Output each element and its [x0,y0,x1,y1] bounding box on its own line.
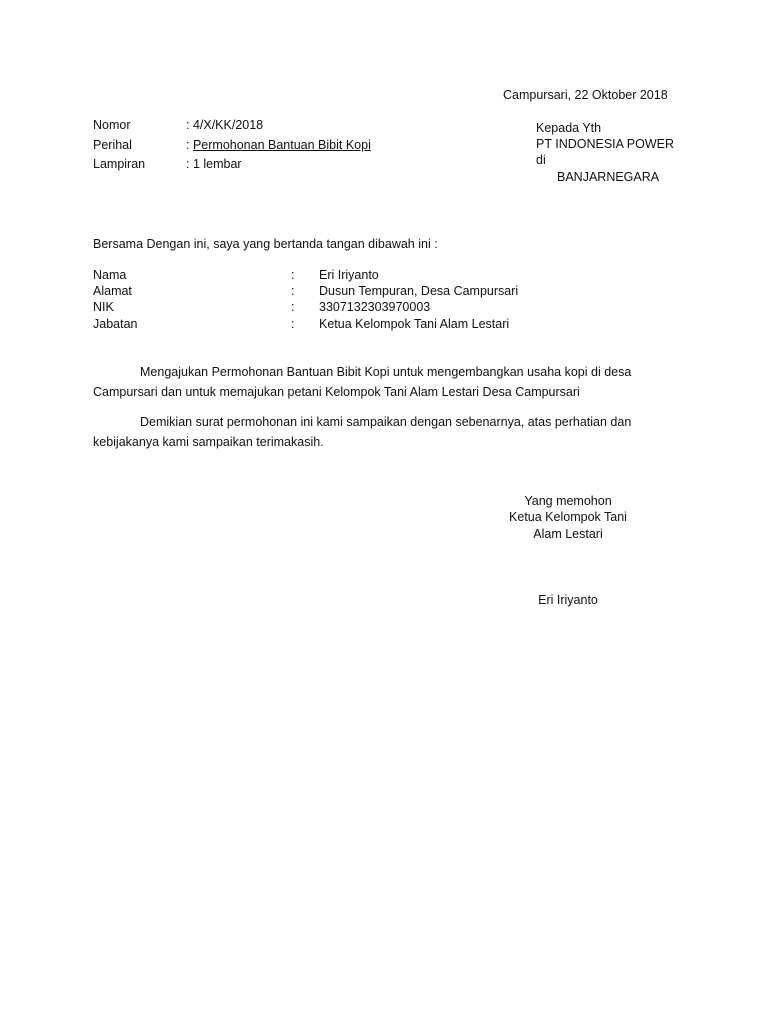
recipient-di: di [536,153,546,167]
recipient-company: PT INDONESIA POWER [536,137,674,151]
nomor-label: Nomor [93,118,131,132]
intro-text: Bersama Dengan ini, saya yang bertanda tangan dibawah ini : [93,237,438,251]
perihal-colon: : [186,138,193,152]
perihal-value: Permohonan Bantuan Bibit Kopi [192,138,371,152]
identity-colon-alamat: : [291,284,295,298]
identity-label-alamat: Alamat [93,284,132,298]
identity-value-nama: Eri Iriyanto [319,268,379,282]
letter-date: Campursari, 22 Oktober 2018 [503,88,668,102]
identity-value-jabatan: Ketua Kelompok Tani Alam Lestari [319,317,510,331]
perihal-label: Perihal [93,138,132,152]
signature-name: Eri Iriyanto [538,593,598,607]
identity-label-jabatan: Jabatan [93,317,138,331]
signature-title: Ketua Kelompok Tani [509,510,627,524]
identity-colon-nama: : [291,268,295,282]
signature-group: Alam Lestari [533,527,603,541]
identity-colon-nik: : [291,300,295,314]
nomor-value: : 4/X/KK/2018 [186,118,264,132]
body-paragraph-request: Mengajukan Permohonan Bantuan Bibit Kopi untuk mengembangkan usaha kopi di desa Campursari dan untuk memajukan petani Kelompok Tani Alam Lestari Desa Campursari [93,365,632,399]
lampiran-label: Lampiran [93,157,146,171]
identity-value-alamat: Dusun Tempuran, Desa Campursari [319,284,519,298]
signature-salutation: Yang memohon [524,494,612,508]
perihal-value-wrapper [186,138,371,152]
recipient-greeting: Kepada Yth [536,121,602,135]
identity-value-nik: 3307132303970003 [319,300,431,314]
recipient-location: BANJARNEGARA [557,170,660,184]
identity-label-nik: NIK [93,300,114,314]
identity-colon-jabatan: : [291,317,295,331]
lampiran-value: : 1 lembar [186,157,242,171]
body-paragraph-closing: Demikian surat permohonan ini kami sampaikan dengan sebenarnya, atas perhatian dan kebijakanya kami sampaikan terimakasih. [93,415,632,449]
identity-label-nama: Nama [93,268,127,282]
